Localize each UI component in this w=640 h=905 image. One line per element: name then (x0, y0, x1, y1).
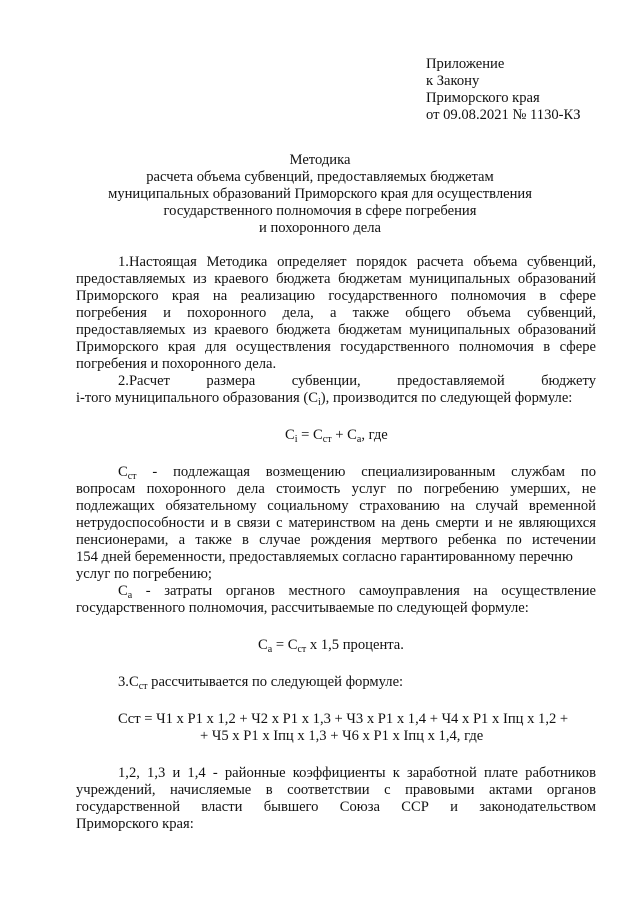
def-ca-line: $C_a$ - затраты органов местного самоуправления на осуществление (118, 583, 596, 601)
title-line: муниципальных образований Приморского края для осуществления (108, 186, 532, 202)
para2-line: 2.Расчет размера субвенции, предоставляемой бюджету (118, 373, 596, 389)
para4-last-line: Приморского края: (76, 816, 194, 832)
appendix-header (426, 56, 626, 124)
appendix-line: Приморского края (426, 90, 540, 106)
title-line: расчета объема субвенций, предоставляемых бюджетам (146, 169, 494, 185)
def-cst-last-line: услуг по погребению; (76, 566, 212, 582)
para4-line: учреждений, начисляемые в соответствии с правовыми актами органов (76, 782, 596, 798)
def-cst-line: подлежащих обязательному социальному страхованию на случай временной (76, 498, 596, 514)
title-line: государственного полномочия в сфере погребения (163, 203, 477, 219)
para4-line: 1,2, 1,3 и 1,4 - районные коэффициенты к заработной плате работников (118, 765, 596, 781)
para1-line: погребения и похоронного дела, а также общего объема субвенций, (76, 305, 596, 321)
para4-line: государственной власти бывшего Союза ССР и законодательством (76, 799, 596, 815)
para1-line: Приморского края на реализацию государственного полномочия в сфере (76, 288, 596, 304)
formula-cst-line2: + Ч5 x P1 x Iпц x 1,3 + Ч6 x P1 x Iпц x 1,4, где (200, 728, 484, 744)
def-ca-last-line: государственного полномочия, рассчитываемые по следующей формуле: (76, 600, 529, 616)
formula-ca: $C_a = C_{ст}$ x 1,5 процента. (258, 637, 404, 655)
def-cst-line: нетрудоспособности и в связи с материнством на день смерти и не являющихся (76, 515, 596, 531)
para1-line: Приморского края для осуществления государственного полномочия в сфере (76, 339, 596, 355)
document-title (0, 152, 640, 237)
para1-line: предоставляемых из краевого бюджета бюджетам муниципальных образований (76, 322, 596, 338)
para1-line: предоставляемых из краевого бюджета бюджетам муниципальных образований (76, 271, 596, 287)
title-line: Методика (289, 152, 351, 168)
para3-line: $3.C_{ст}$ рассчитывается по следующей формуле: (118, 674, 404, 692)
appendix-line: к Закону (426, 73, 480, 89)
formula-ci: $C_i = C_{ст} + C_a$, где (285, 427, 388, 445)
def-cst-line: $C_{ст}$ - подлежащая возмещению специализированным службам по (118, 464, 596, 482)
appendix-line: Приложение (426, 56, 505, 72)
para1-last-line: погребения и похоронного дела. (76, 356, 277, 372)
def-cst-line: пенсионерами, а также в случае рождения мертвого ребенка по истечении (76, 532, 596, 548)
para2-line: i-того муниципального образования $(C_i)$, производится по следующей формуле: (76, 390, 573, 408)
appendix-line: от 09.08.2021 № 1130-КЗ (426, 107, 581, 123)
def-cst-line: 154 дней беременности, предоставляемых согласно гарантированному перечню (76, 549, 573, 565)
def-cst-line: вопросам похоронного дела стоимость услуг по погребению умерших, не (76, 481, 596, 497)
title-line: и похоронного дела (259, 220, 381, 236)
para1-line: 1.Настоящая Методика определяет порядок расчета объема субвенций, (118, 254, 596, 270)
formula-cst-line1: Cст = Ч1 x P1 x 1,2 + Ч2 x P1 x 1,3 + Ч3 x P1 x 1,4 + Ч4 x P1 x Iпц x 1,2 + (118, 711, 569, 727)
